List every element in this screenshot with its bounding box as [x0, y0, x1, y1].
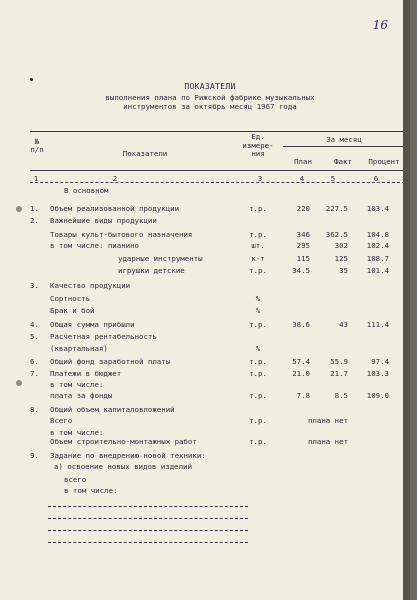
row-label: Важнейшие виды продукции	[50, 216, 157, 225]
row-unit: т.р.	[249, 391, 267, 400]
row-plan: 346	[296, 230, 310, 239]
row-unit: т.р.	[249, 416, 267, 425]
row-label: В основном	[64, 186, 109, 195]
col-indicator-header: Показатели	[122, 149, 168, 158]
row-label: в том числе: пианино	[50, 241, 139, 250]
row-label: Всего	[50, 416, 73, 425]
ink-mark	[30, 78, 33, 81]
row-plan: плана нет	[307, 437, 349, 446]
row-label: Расчетная рентабельность	[50, 332, 157, 341]
month-group-rule	[283, 146, 405, 147]
row-label: Объем реализованной продукции	[50, 204, 180, 213]
col-num-header: № п/п	[30, 137, 44, 154]
row-label: в том числе:	[50, 428, 104, 437]
row-fact: 302	[334, 241, 348, 250]
col-percent-header: Процент	[368, 157, 400, 166]
blank-line	[48, 542, 248, 543]
column-number: 2	[112, 174, 118, 183]
row-fact: 55.9	[330, 357, 348, 366]
row-unit: %	[255, 344, 261, 353]
row-plan: 34.5	[292, 266, 310, 275]
column-number: 5	[330, 174, 336, 183]
row-number: 5.	[30, 332, 39, 341]
row-label: Брак и бой	[50, 306, 95, 315]
row-number: 4.	[30, 320, 39, 329]
punch-hole	[16, 380, 22, 386]
row-number: 7.	[30, 369, 39, 378]
row-plan: 220	[296, 204, 310, 213]
row-plan: 21.0	[292, 369, 310, 378]
row-label: ударные инструменты	[118, 254, 203, 263]
row-label: Платежи в бюджет	[50, 369, 122, 378]
row-label: Общий фонд заработной платы	[50, 357, 171, 366]
row-percent: 104.8	[366, 230, 389, 239]
row-plan: 38.6	[292, 320, 310, 329]
row-fact: 125	[334, 254, 348, 263]
row-unit: т.р.	[249, 357, 267, 366]
blank-line	[48, 506, 248, 507]
row-number: 9.	[30, 451, 39, 460]
row-unit: т.р.	[249, 230, 267, 239]
row-unit: к-т	[251, 254, 265, 263]
column-number: 4	[299, 174, 305, 183]
row-unit: т.р.	[249, 320, 267, 329]
row-number: 3.	[30, 281, 39, 290]
colnum-rule	[30, 182, 405, 183]
page-edge	[403, 0, 410, 600]
row-label: игрушки детские	[118, 266, 185, 275]
row-percent: 102.4	[366, 241, 389, 250]
row-number: 2.	[30, 216, 39, 225]
row-label: Общая сумма прибыли	[50, 320, 135, 329]
row-number: 6.	[30, 357, 39, 366]
row-percent: 103.4	[366, 204, 389, 213]
row-label: а) освоение новых видов изделий	[54, 462, 192, 471]
row-unit: т.р.	[249, 369, 267, 378]
document-subtitle-line1: выполнения плана по Рижской фабрике музыкальных	[105, 93, 315, 102]
row-percent: 103.3	[366, 369, 389, 378]
row-unit: шт.	[251, 241, 265, 250]
row-plan: 7.8	[296, 391, 310, 400]
row-label: в том числе:	[50, 380, 104, 389]
row-label: Сортность	[50, 294, 91, 303]
col-fact-header: Факт	[334, 157, 352, 166]
blank-line	[48, 530, 248, 531]
row-label: Объем строительно-монтажных работ	[50, 437, 197, 446]
punch-hole	[16, 206, 22, 212]
row-label: Задание по внедрению новой техники:	[50, 451, 206, 460]
row-unit: %	[255, 306, 261, 315]
row-label: Качество продукции	[50, 281, 131, 290]
row-label: Товары культ-бытового назначения	[50, 230, 193, 239]
row-unit: т.р.	[249, 204, 267, 213]
row-label: Общий объем капиталовложений	[50, 405, 175, 414]
row-plan: 115	[296, 254, 310, 263]
row-label: (квартальная)	[50, 344, 108, 353]
row-plan: 57.4	[292, 357, 310, 366]
row-percent: 101.4	[366, 266, 389, 275]
page-number: 16	[372, 18, 388, 32]
row-fact: 362.5	[325, 230, 348, 239]
column-number: 3	[257, 174, 263, 183]
row-fact: 21.7	[330, 369, 348, 378]
header-bottom-rule	[30, 170, 405, 171]
row-unit: %	[255, 294, 261, 303]
col-unit-header: Ед. измере- ния	[242, 132, 274, 158]
row-plan: 295	[296, 241, 310, 250]
col-plan-header: План	[294, 157, 312, 166]
blank-line	[48, 518, 248, 519]
column-number: 1	[33, 174, 39, 183]
document-subtitle-line2: инструментов за октябрь месяц 1967 года	[123, 102, 297, 111]
row-fact: 8.5	[334, 391, 348, 400]
table-top-rule	[30, 131, 405, 132]
row-unit: т.р.	[249, 266, 267, 275]
document-title: ПОКАЗАТЕЛИ	[184, 82, 236, 91]
row-plan: плана нет	[307, 416, 349, 425]
row-fact: 43	[339, 320, 348, 329]
row-percent: 108.7	[366, 254, 389, 263]
row-label: плата за фонды	[50, 391, 113, 400]
row-label: в том числе:	[64, 486, 118, 495]
row-percent: 97.4	[371, 357, 389, 366]
row-fact: 227.5	[325, 204, 348, 213]
column-number: 6	[373, 174, 379, 183]
row-fact: 35	[339, 266, 348, 275]
row-unit: т.р.	[249, 437, 267, 446]
row-percent: 109.0	[366, 391, 389, 400]
row-label: всего	[64, 475, 87, 484]
row-number: 1.	[30, 204, 39, 213]
row-percent: 111.4	[366, 320, 389, 329]
col-month-group-header: За месяц	[326, 135, 362, 144]
row-number: 8.	[30, 405, 39, 414]
